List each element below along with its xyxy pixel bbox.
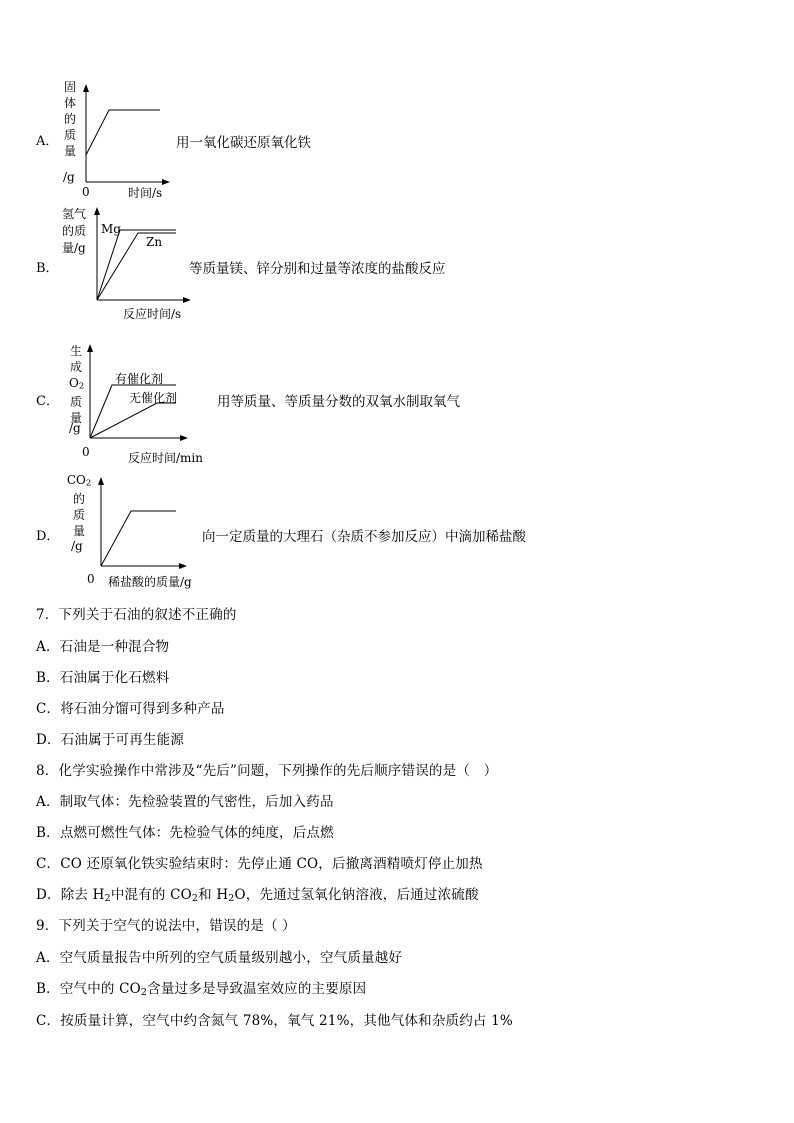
chart-a-yunit: /g [63, 170, 75, 184]
chart-d-x-arrow [179, 563, 187, 569]
q8-d-part: 中混有的 CO [110, 887, 192, 903]
chart-c-series-catalyst: 有催化剂 [115, 372, 164, 386]
option-b-description: 等质量镁、锌分别和过量等浓度的盐酸反应 [189, 261, 446, 277]
q9-option-c: C．按质量计算，空气中约含氮气 78%，氧气 21%，其他气体和杂质约占 1% [36, 1013, 513, 1029]
chart-c-ylabel-o-sub: 2 [78, 380, 85, 391]
chart-a-ylabel-char: 质 [63, 128, 76, 142]
chart-c-yunit: /g [69, 421, 81, 435]
chart-c-xlabel: 反应时间/min [128, 451, 203, 465]
chart-d-y-arrow [98, 477, 104, 485]
q8-d-part: D．除去 H [36, 887, 105, 903]
chart-a-ylabel-char: 体 [63, 96, 76, 110]
q9-option-a: A．空气质量报告中所列的空气质量级别越小，空气质量越好 [36, 950, 403, 966]
q8-stem: 8．化学实验操作中常涉及“先后”问题，下列操作的先后顺序错误的是（ ） [36, 763, 498, 779]
chart-d-ylabel-co-sub: 2 [85, 477, 92, 488]
q8-d-sub: 2 [228, 892, 235, 904]
q9-option-b [36, 977, 366, 998]
q7-option-a: A．石油是一种混合物 [36, 639, 170, 655]
chart-d-ylabel-char: 质 [72, 507, 85, 522]
q9-b-part: 含量过多是导致温室效应的主要原因 [147, 981, 367, 997]
q7-option-d: D．石油属于可再生能源 [36, 732, 185, 748]
chart-c-ylabel-char: 生 [69, 344, 82, 358]
chart-b-ylabel-line: 量/g [62, 241, 86, 255]
chart-d-curve [101, 511, 176, 566]
chart-c-ylabel-char: 量 [69, 410, 82, 425]
q8-option-a: A．制取气体：先检验装置的气密性，后加入药品 [36, 794, 334, 810]
q8-option-b: B．点燃可燃性气体：先检验气体的纯度，后点燃 [36, 825, 334, 841]
q7-option-b: B．石油属于化石燃料 [36, 670, 170, 686]
q7-option-c: C．将石油分馏可得到多种产品 [36, 701, 225, 717]
chart-c-ylabel-o: O [69, 376, 79, 390]
q8-option-c: C．CO 还原氧化铁实验结束时：先停止通 CO，后撤离酒精喷灯停止加热 [36, 856, 483, 872]
option-c-description: 用等质量、等质量分数的双氧水制取氧气 [217, 394, 460, 410]
chart-c-series-no-catalyst: 无催化剂 [129, 391, 178, 405]
q8-d-sub: 2 [104, 892, 111, 904]
option-a-label: A． [36, 134, 59, 149]
chart-a-ylabel-char: 的 [63, 112, 76, 126]
chart-a-ylabel-char: 固 [63, 80, 76, 94]
option-b-label: B． [36, 261, 59, 276]
q7-stem: 7．下列关于石油的叙述不正确的 [36, 607, 237, 623]
chart-b-series-mg: Mg [101, 222, 121, 236]
chart-a-xlabel: 时间/s [128, 186, 163, 200]
chart-d-ylabel-co: CO [66, 473, 86, 487]
chart-b-xlabel: 反应时间/s [123, 307, 182, 321]
chart-d-ylabel-char: 的 [72, 491, 85, 506]
chart-a-origin: 0 [82, 185, 90, 199]
chart-d-ylabel-char: 量 [72, 523, 85, 538]
q8-option-d [36, 883, 479, 904]
chart-b-ylabel-line: 的质 [62, 224, 87, 238]
q9-b-part: B．空气中的 CO [36, 981, 141, 997]
chart-a-ylabel-char: 量 [63, 144, 76, 158]
chart-c-ylabel-char: 质 [69, 394, 82, 409]
chart-d-origin: 0 [87, 572, 95, 586]
chart-d-xlabel: 稀盐酸的质量/g [108, 575, 192, 589]
chart-c-ylabel-char: 成 [69, 360, 82, 374]
option-a-description: 用一氧化碳还原氧化铁 [176, 135, 311, 151]
option-d-label: D． [36, 529, 60, 544]
chart-d-yunit: /g [71, 539, 83, 553]
q8-d-sub: 2 [191, 892, 199, 904]
option-c-label: C． [36, 394, 59, 409]
chart-b-ylabel-line: 氢气 [62, 207, 87, 221]
option-d-description: 向一定质量的大理石（杂质不参加反应）中滴加稀盐酸 [202, 529, 526, 545]
q9-stem: 9．下列关于空气的说法中，错误的是（ ） [36, 918, 296, 934]
q8-d-part: 和 H [198, 887, 229, 903]
q9-b-sub: 2 [140, 986, 148, 998]
chart-b-series-zn: Zn [146, 235, 163, 249]
chart-c-origin: 0 [82, 445, 90, 459]
q8-d-part: O，先通过氢氧化钠溶液，后通过浓硫酸 [234, 887, 479, 903]
